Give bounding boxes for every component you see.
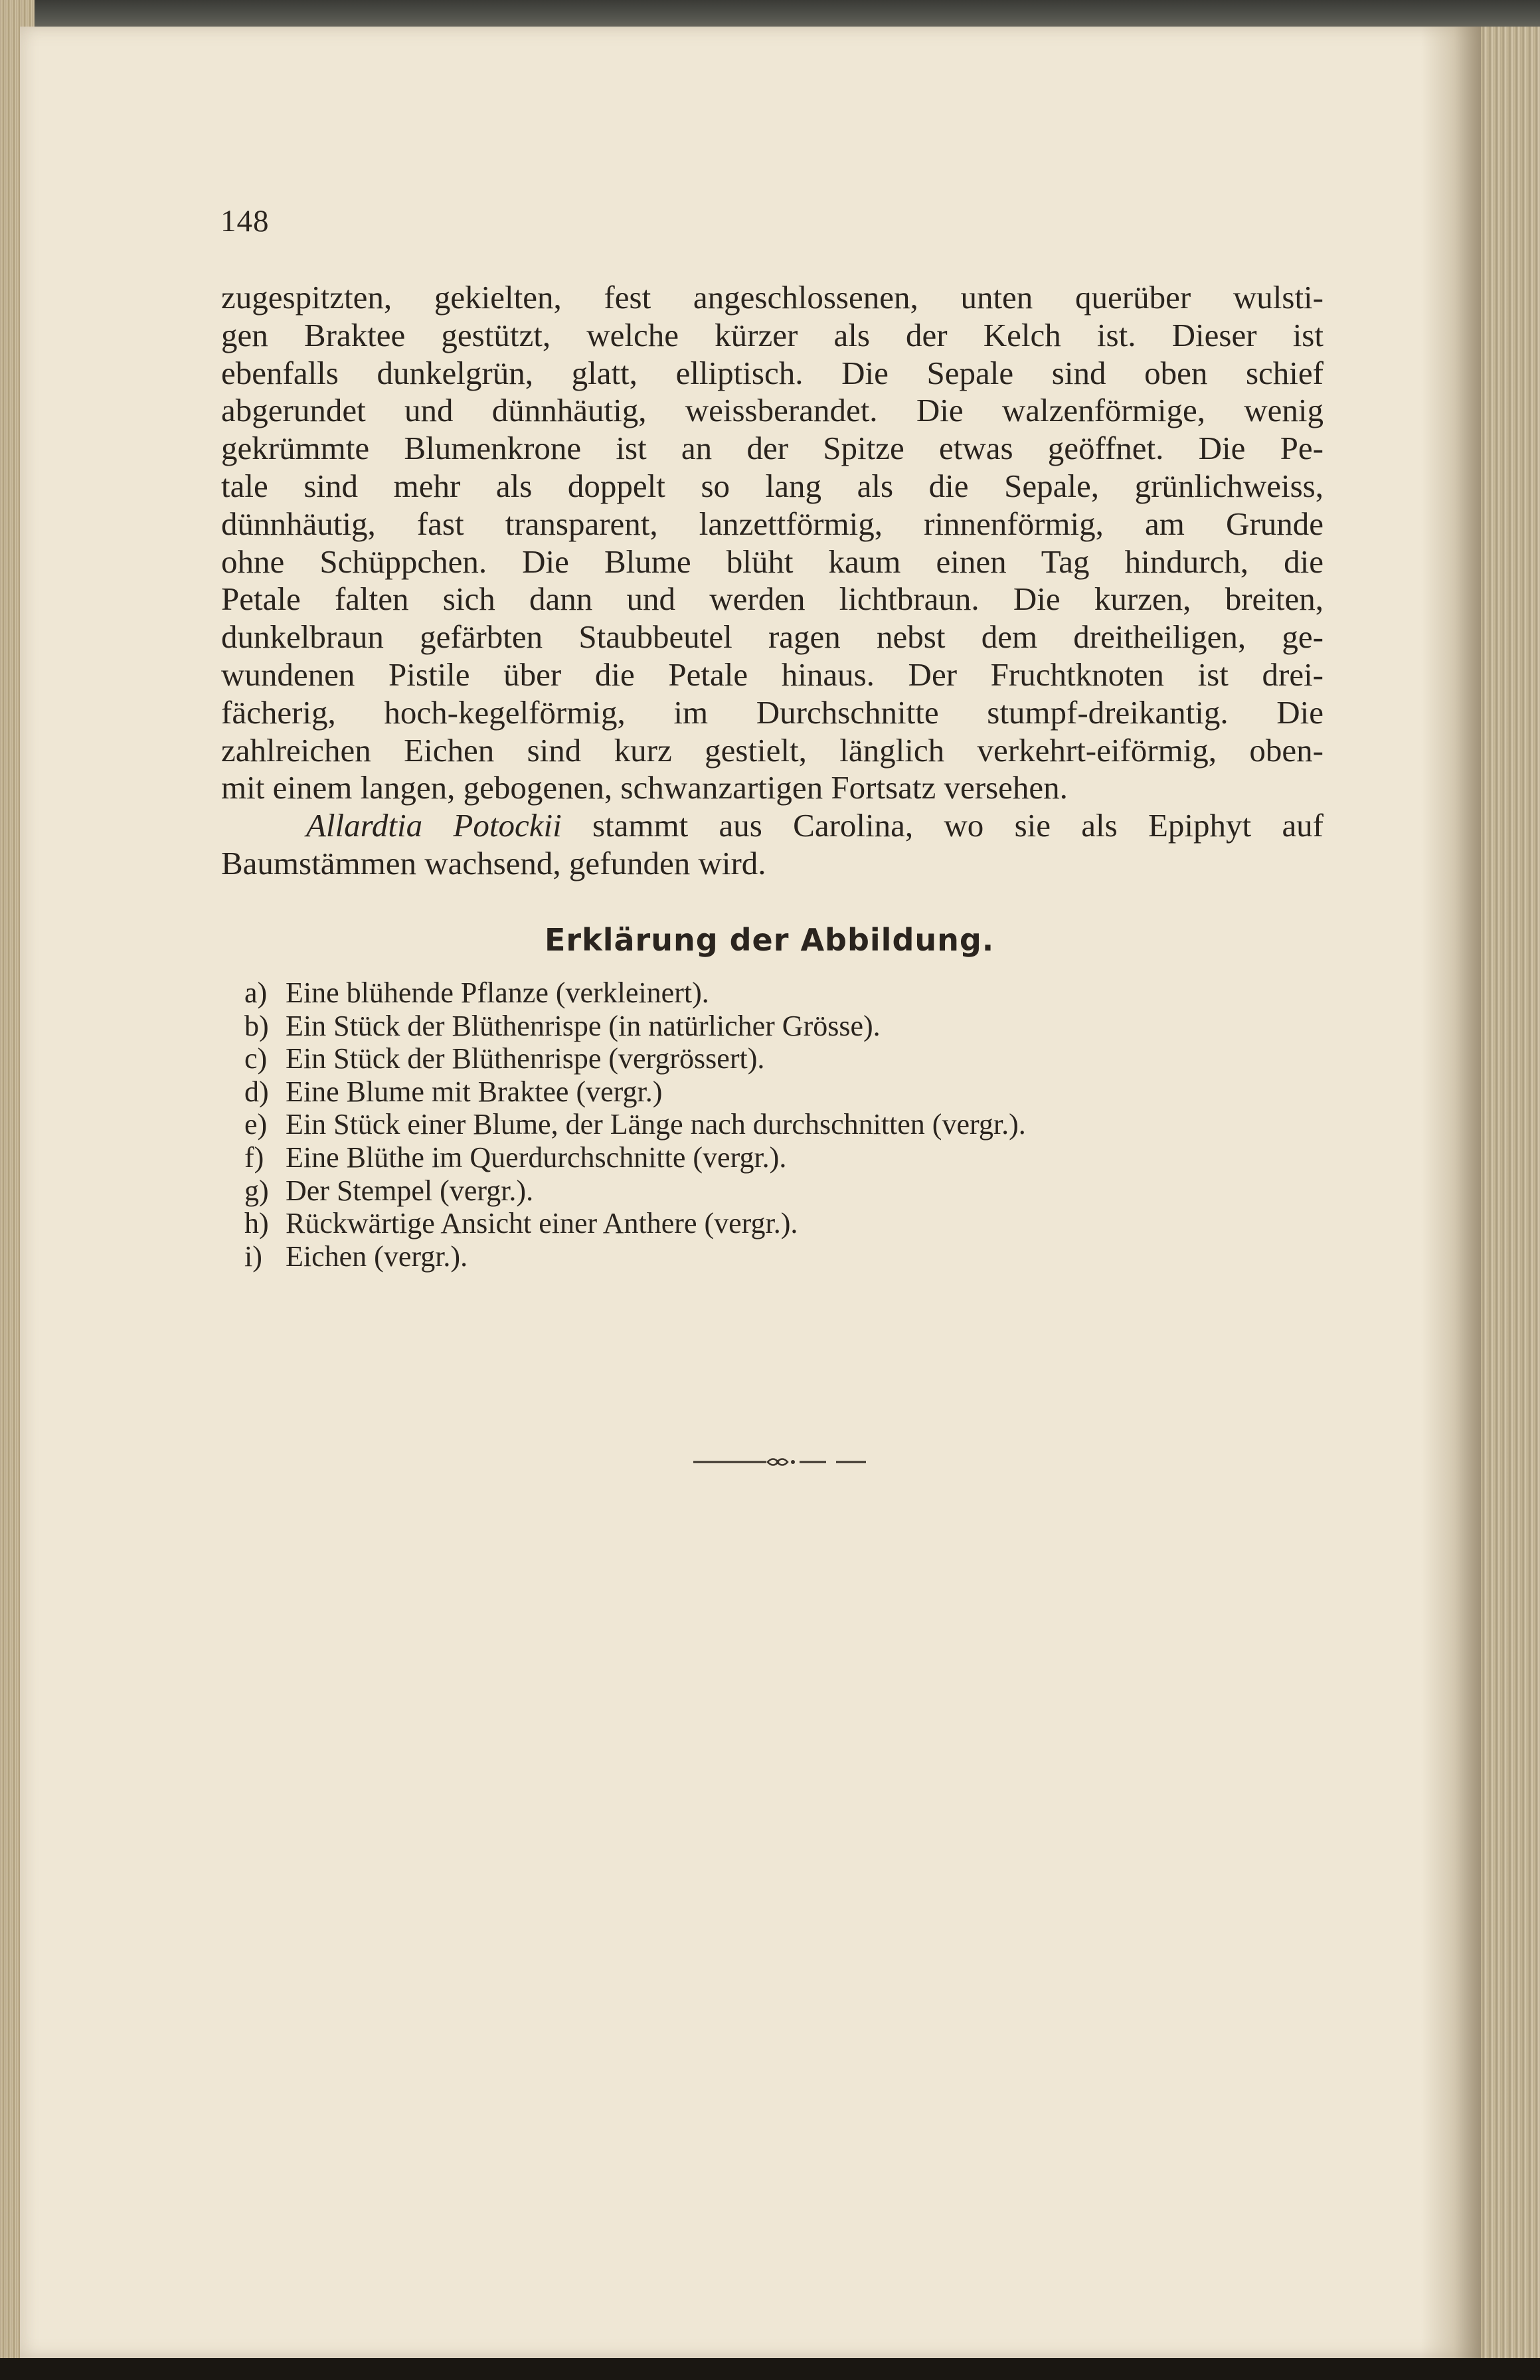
scan-bottom-edge [0, 2358, 1540, 2380]
body-line: zahlreichen Eichen sind kurz gestielt, länglich verkehrt-eiförmig, oben- [221, 731, 1324, 769]
figure-legend-list [244, 976, 1026, 1273]
body-line: fächerig, hoch-kegelförmig, im Durchschnitte stumpf-dreikantig. Die [221, 693, 1324, 731]
legend-letter: i) [244, 1239, 262, 1273]
body-line: gen Braktee gestützt, welche kürzer als der Kelch ist. Dieser ist [221, 316, 1324, 353]
body-line: mit einem langen, gebogenen, schwanzartigen Fortsatz versehen. [221, 769, 1068, 806]
legend-letter: d) [244, 1075, 269, 1108]
legend-letter: e) [244, 1108, 268, 1141]
legend-text: Ein Stück der Blüthenrispe (vergrössert). [286, 1042, 765, 1075]
legend-item [244, 1075, 1026, 1109]
body-line: tale sind mehr als doppelt so lang als die Sepale, grünlichweiss, [221, 467, 1324, 504]
body-line: ohne Schüppchen. Die Blume blüht kaum einen Tag hindurch, die [221, 543, 1324, 580]
legend-text: Ein Stück einer Blume, der Länge nach durchschnitten (vergr.). [286, 1108, 1026, 1141]
legend-title: Erklärung der Abbildung. [545, 922, 995, 958]
legend-item [244, 1174, 1026, 1208]
body-line: dunkelbraun gefärbten Staubbeutel ragen nebst dem dreitheiligen, ge- [221, 618, 1324, 656]
legend-letter: g) [244, 1174, 269, 1207]
legend-text: Eine blühende Pflanze (verkleinert). [286, 976, 709, 1009]
legend-item [244, 1042, 1026, 1075]
body-line: wundenen Pistile über die Petale hinaus. Der Fruchtknoten ist drei- [221, 656, 1324, 693]
legend-item [244, 1207, 1026, 1240]
legend-text: Der Stempel (vergr.). [286, 1174, 534, 1207]
legend-text: Rückwärtige Ansicht einer Anthere (vergr.). [286, 1207, 798, 1240]
body-paragraph [221, 279, 1324, 883]
legend-letter: c) [244, 1042, 268, 1075]
legend-item [244, 1010, 1026, 1043]
body-line: zugespitzten, gekielten, fest angeschlossenen, unten querüber wulsti- [221, 279, 1324, 316]
closing-line-2: Baumstämmen wachsend, gefunden wird. [221, 844, 766, 881]
body-line: ebenfalls dunkelgrün, glatt, elliptisch. Die Sepale sind oben schief [221, 354, 1324, 391]
legend-letter: f) [244, 1141, 264, 1174]
legend-text: Eine Blüthe im Querdurchschnitte (vergr.). [286, 1141, 787, 1174]
body-line: gekrümmte Blumenkrone ist an der Spitze etwas geöffnet. Die Pe- [221, 430, 1324, 467]
page-number: 148 [220, 204, 270, 238]
tail-ornament-icon [693, 1453, 866, 1471]
species-name: Allardtia Potockii [306, 807, 562, 844]
legend-text: Ein Stück der Blüthenrispe (in natürlicher Grösse). [286, 1009, 881, 1042]
closing-line-rest: stammt aus Carolina, wo sie als Epiphyt auf [561, 807, 1324, 844]
legend-item [244, 1141, 1026, 1174]
legend-letter: a) [244, 976, 268, 1009]
page-gutter-shadow [1421, 27, 1481, 2358]
legend-item [244, 1240, 1026, 1273]
legend-letter: h) [244, 1207, 269, 1240]
legend-letter: b) [244, 1009, 269, 1042]
legend-text: Eine Blume mit Braktee (vergr.) [286, 1075, 663, 1108]
book-right-page-stack [1481, 27, 1540, 2358]
legend-text: Eichen (vergr.). [286, 1239, 468, 1273]
body-line: Petale falten sich dann und werden lichtbraun. Die kurzen, breiten, [221, 581, 1324, 618]
legend-item [244, 1108, 1026, 1141]
body-line: dünnhäutig, fast transparent, lanzettförmig, rinnenförmig, am Grunde [221, 505, 1324, 542]
closing-line [221, 807, 1324, 845]
legend-item [244, 976, 1026, 1010]
body-line: abgerundet und dünnhäutig, weissberandet. Die walzenförmige, wenig [221, 392, 1324, 429]
